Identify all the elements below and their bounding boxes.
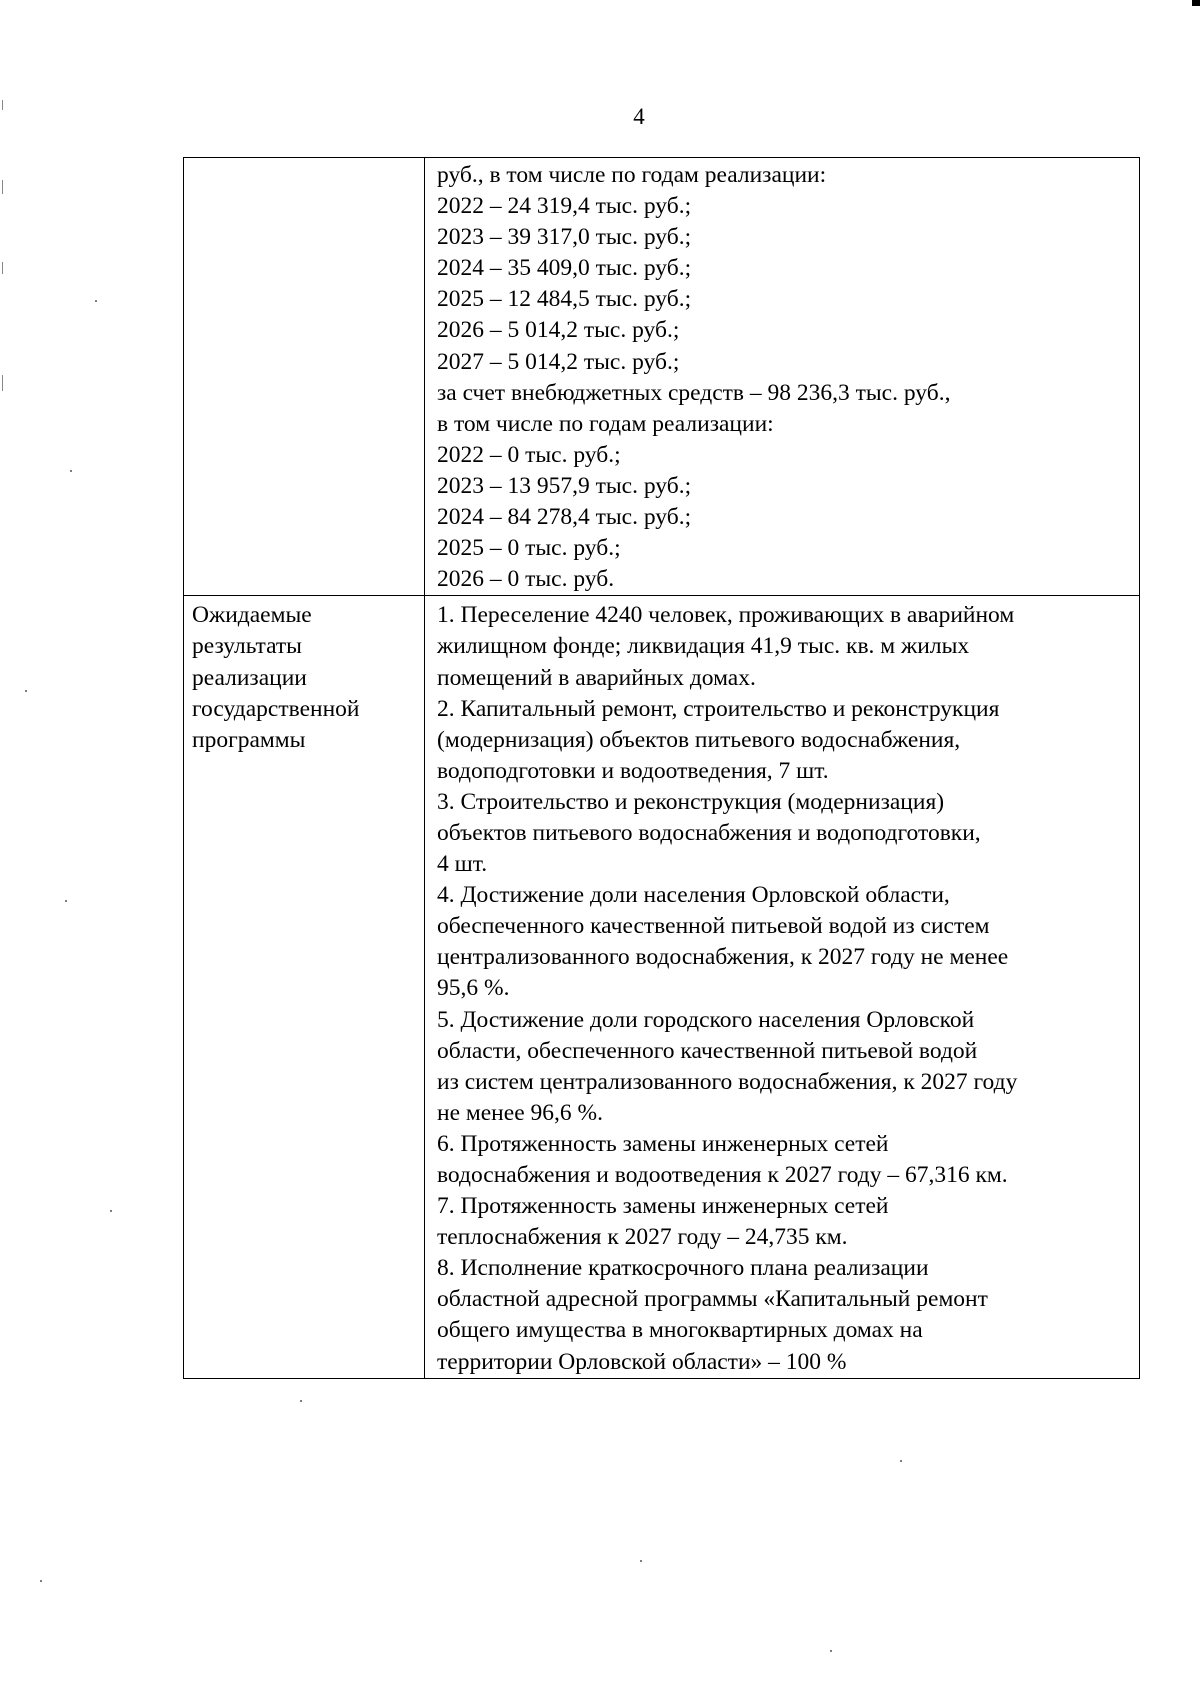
text-line: 3. Строительство и реконструкция (модернизация) <box>437 788 945 815</box>
text-line: 1. Переселение 4240 человек, проживающих в аварийном <box>437 602 1015 629</box>
scan-edge-mark <box>2 375 3 391</box>
table-row-expected-results <box>184 596 1140 1378</box>
text-line: 2023 – 13 957,9 тыс. руб.; <box>437 472 692 499</box>
text-line: 2025 – 0 тыс. руб.; <box>437 535 621 562</box>
text-line: (модернизация) объектов питьевого водоснабжения, <box>437 726 961 753</box>
scan-speck <box>95 300 97 302</box>
scan-edge-mark <box>2 180 3 194</box>
scan-speck <box>900 1460 902 1462</box>
text-line: водоснабжения и водоотведения к 2027 году – 67,316 км. <box>437 1162 1008 1188</box>
text-line: в том числе по годам реализации: <box>437 410 774 437</box>
text-line: теплоснабжения к 2027 году – 24,735 км. <box>437 1224 848 1251</box>
text-line: 2022 – 24 319,4 тыс. руб.; <box>437 193 692 220</box>
text-line: помещений в аварийных домах. <box>437 664 756 691</box>
program-passport-table <box>183 157 1140 1379</box>
scan-speck <box>300 1400 302 1402</box>
text-line: 4 шт. <box>437 851 488 878</box>
text-line: 2027 – 5 014,2 тыс. руб.; <box>437 348 680 375</box>
text-line: из систем централизованного водоснабжения, к 2027 году <box>437 1068 1018 1095</box>
text-line: централизованного водоснабжения, к 2027 году не менее <box>437 944 1009 971</box>
label-line: реализации <box>192 664 307 691</box>
text-line: 2022 – 0 тыс. руб.; <box>437 441 621 468</box>
label-line: программы <box>192 726 306 753</box>
text-line: 4. Достижение доли населения Орловской области, <box>437 882 950 909</box>
table-cell-expected-results-label <box>184 596 425 1378</box>
text-line: 2026 – 0 тыс. руб. <box>437 566 615 593</box>
text-line: области, обеспеченного качественной питьевой водой <box>437 1037 978 1064</box>
scan-edge-mark <box>2 262 3 274</box>
table-row-funding <box>184 158 1140 596</box>
table-cell-empty-label <box>184 158 425 596</box>
scan-speck <box>65 900 67 902</box>
text-line: обеспеченного качественной питьевой водой из систем <box>437 913 990 940</box>
table-cell-funding-details <box>425 158 1140 596</box>
text-line: за счет внебюджетных средств – 98 236,3 тыс. руб., <box>437 379 951 406</box>
scan-speck <box>40 1580 42 1582</box>
text-line: жилищном фонде; ликвидация 41,9 тыс. кв. м жилых <box>437 633 970 660</box>
text-line: руб., в том числе по годам реализации: <box>437 162 827 188</box>
text-line: 5. Достижение доли городского населения Орловской <box>437 1006 975 1033</box>
text-line: 2023 – 39 317,0 тыс. руб.; <box>437 224 692 251</box>
scan-speck <box>70 470 72 472</box>
scan-speck <box>640 1560 642 1562</box>
scan-corner-mark <box>1192 0 1200 6</box>
text-line: 7. Протяженность замены инженерных сетей <box>437 1193 889 1220</box>
label-line: государственной <box>192 695 360 722</box>
text-line: 2024 – 35 409,0 тыс. руб.; <box>437 255 692 282</box>
text-line: водоподготовки и водоотведения, 7 шт. <box>437 757 829 784</box>
text-line: 6. Протяженность замены инженерных сетей <box>437 1130 889 1157</box>
text-line: областной адресной программы «Капитальный ремонт <box>437 1286 988 1313</box>
page-number: 4 <box>633 104 645 129</box>
text-line: 2025 – 12 484,5 тыс. руб.; <box>437 286 692 313</box>
text-line: общего имущества в многоквартирных домах на <box>437 1317 923 1344</box>
text-line: не менее 96,6 %. <box>437 1099 603 1126</box>
text-line: 95,6 %. <box>437 975 510 1002</box>
text-line: 2026 – 5 014,2 тыс. руб.; <box>437 317 680 344</box>
text-line: 2. Капитальный ремонт, строительство и реконструкция <box>437 695 1000 722</box>
scan-speck <box>110 1210 112 1212</box>
scan-speck <box>25 690 27 692</box>
text-line: 8. Исполнение краткосрочного плана реализации <box>437 1255 929 1282</box>
scan-speck <box>830 1650 832 1652</box>
text-line: объектов питьевого водоснабжения и водоподготовки, <box>437 819 981 846</box>
label-line: Ожидаемые <box>192 602 312 629</box>
table-cell-expected-results-list <box>425 596 1140 1378</box>
label-line: результаты <box>192 633 302 660</box>
text-line: 2024 – 84 278,4 тыс. руб.; <box>437 504 692 531</box>
text-line: территории Орловской области» – 100 % <box>437 1348 847 1375</box>
